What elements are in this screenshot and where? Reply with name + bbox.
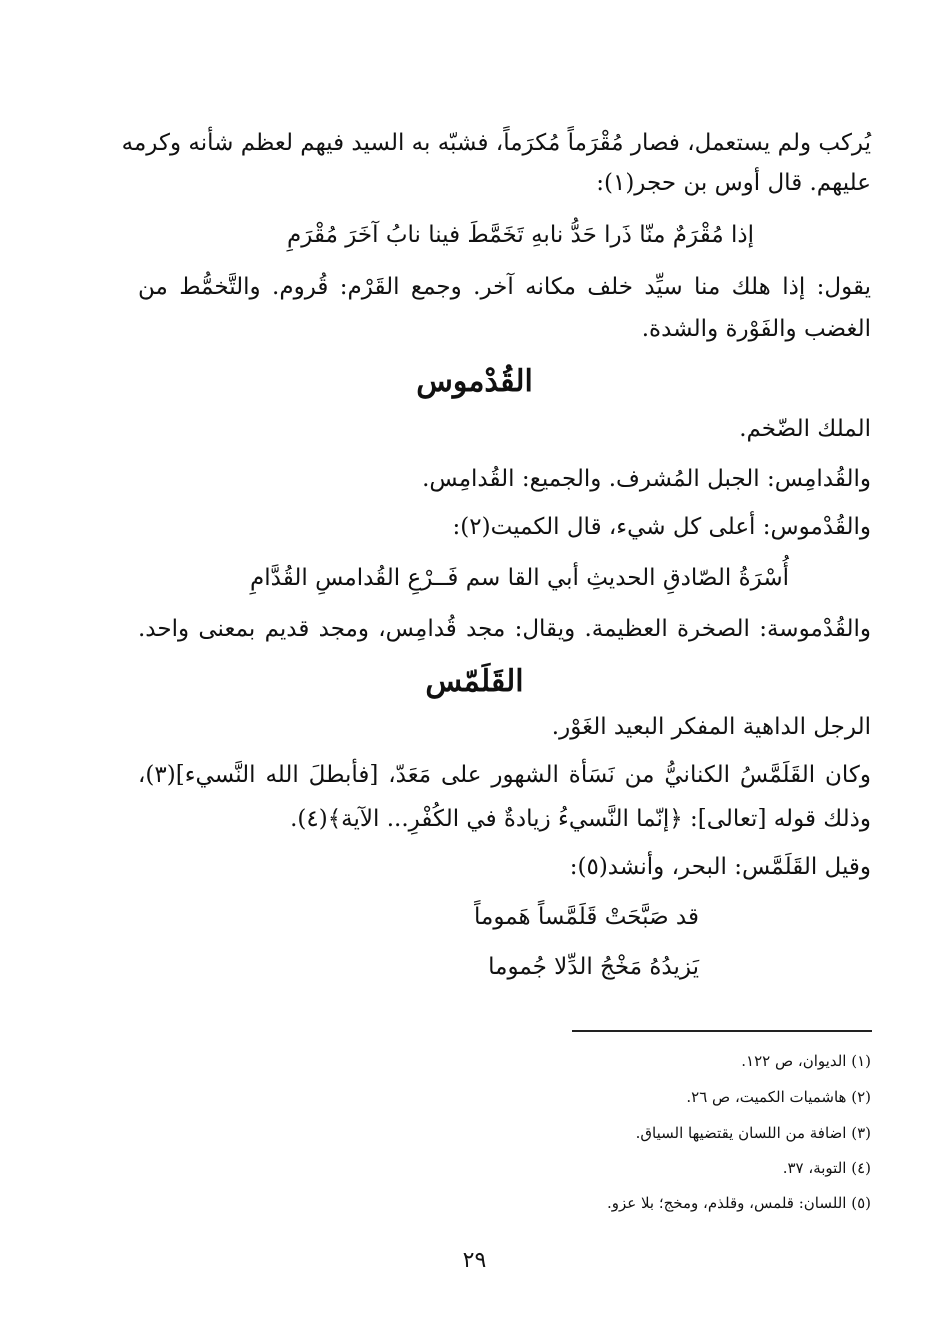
poem-verse-1: قد صَبَّحَتْ قَلَمَّساً هَموماً (474, 904, 699, 930)
qudmus-line-2: والقُدامِس: الجبل المُشرف. والجميع: القُدامِس. (422, 466, 871, 492)
entry-heading-qalammas: القَلَمّس (425, 664, 524, 699)
qalammas-line-4: وقيل القَلَمَّس: البحر، وأنشد(٥): (569, 854, 871, 880)
poem-verse-kumait: أُسْرَةُ الصّادقِ الحديثِ أبي القا سم فَــرْعِ القُدامسِ القُدَّامِ (250, 565, 789, 591)
poem-verse-2: يَزيدُهُ مَخْجُ الدِّلا جُموما (488, 954, 699, 980)
footnote-4: (٤) التوبة، ٣٧. (782, 1159, 871, 1177)
footnote-separator (572, 1030, 872, 1032)
footnote-5: (٥) اللسان: قلمس، وقلذم، ومخج؛ بلا عزو. (606, 1194, 871, 1212)
qudmus-line-1: الملك الضّخم. (739, 416, 871, 442)
page-number: ٢٩ (462, 1248, 487, 1273)
qudmus-line-4: والقُدْموسة: الصخرة العظيمة. ويقال: مجد قُدامِس، ومجد قديم بمعنى واحد. (138, 616, 871, 642)
body-line-1: يُركب ولم يستعمل، فصار مُقْرَماً مُكرَماً، فشبّه به السيد فيهم لعظم شأنه وكرمه (121, 130, 871, 156)
qalammas-line-1: الرجل الداهية المفكر البعيد الغَوْر. (551, 714, 871, 740)
entry-heading-qudmus: القُدْموس (416, 364, 533, 399)
footnote-1: (١) الديوان، ص ١٢٢. (741, 1052, 871, 1070)
body-line-2: عليهم. قال أوس بن حجر(١): (596, 170, 871, 196)
footnote-2: (٢) هاشميات الكميت، ص ٢٦. (686, 1088, 871, 1106)
qalammas-line-3: وذلك قوله [تعالى]: ﴿إنّما النَّسيءُ زيادةٌ في الكُفْرِ... الآية﴾(٤). (290, 806, 871, 832)
qudmus-line-3: والقُدْموس: أعلى كل شيء، قال الكميت(٢): (452, 514, 871, 540)
footnote-3: (٣) اضافة من اللسان يقتضيها السياق. (635, 1124, 871, 1142)
poem-verse-aws: إذا مُقْرَمٌ منّا ذَرا حَدُّ نابهِ تَخَمَّطَ فينا نابُ آخَرَ مُقْرَمِ (287, 222, 754, 248)
body-line-4: الغضب والفَوْرة والشدة. (641, 316, 871, 342)
qalammas-line-2: وكان القَلَمَّسُ الكنانيُّ من نَسَأة الشهور على مَعَدّ، [فأبطلَ الله النَّسيء](٣)، (138, 762, 871, 788)
body-line-3: يقول: إذا هلك منا سيِّد خلف مكانه آخر. وجمع القَرْم: قُروم. والتَّخمُّط من (138, 274, 871, 300)
